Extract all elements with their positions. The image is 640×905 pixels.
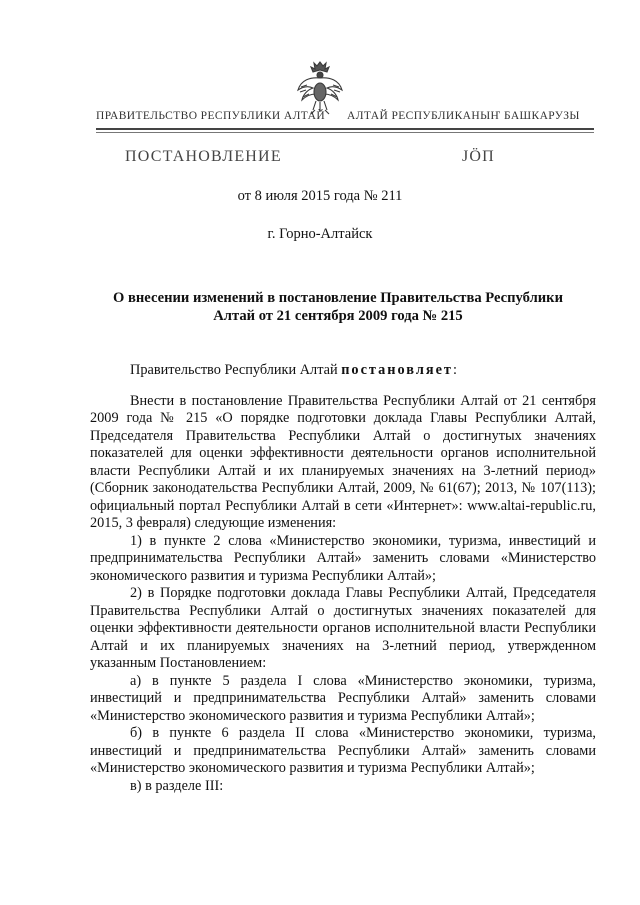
document-type-russian: ПОСТАНОВЛЕНИЕ (125, 148, 282, 165)
document-type-altai: ЈӦП (462, 148, 495, 165)
paragraph-item-2: 2) в Порядке подготовки доклада Главы Республики Алтай, Председателя Правительства Республики Алтай о достигнутых значениях показателей для оценки эффективности деятельности органов исполнительной власти Республики Алтай и их планируемых значениях на 3-летний период, утвержденном указанным Постановлением: (90, 585, 596, 671)
preamble-emphasis: постановляет (341, 362, 453, 378)
preamble-colon: : (452, 362, 457, 378)
preamble (90, 362, 596, 380)
paragraph-item-1: 1) в пункте 2 слова «Министерство экономики, туризма, инвестиций и предпринимательства Республики Алтай» заменить словами «Министерство экономического развития и туризма Республики Алтай»; (90, 532, 596, 584)
document-body (90, 362, 596, 795)
paragraph-item-v: в) в разделе III: (130, 777, 224, 794)
header-rule-thin (96, 132, 594, 133)
document-title-line-1: О внесении изменений в постановление Правительства Республики (113, 290, 563, 306)
paragraph-main: Внести в постановление Правительства Республики Алтай от 21 сентября 2009 года № 215 «О порядке подготовки доклада Главы Республики Алтай, Председателя Правительства Республики Алтай о достигнутых значениях показателей для оценки эффективности деятельности органов исполнительной власти Республики Алтай и их планируемых значениях на 3-летний период» (Сборник законодательства Республики Алтай, 2009, № 61(67); 2013, № 107(113); официальный портал Республики Алтай в сети «Интернет»: www.altai-republic.ru, 2015, 3 февраля) следующие изменения: (90, 392, 596, 531)
paragraph-item-a: а) в пункте 5 раздела I слова «Министерство экономики, туризма, инвестиций и предпринимательства Республики Алтай» заменить словами «Министерство экономического развития и туризма Республики Алтай»; (90, 672, 596, 724)
document-date-number: от 8 июля 2015 года № 211 (237, 188, 403, 204)
header-left-title: ПРАВИТЕЛЬСТВО РЕСПУБЛИКИ АЛТАЙ (96, 110, 326, 122)
preamble-text: Правительство Республики Алтай (130, 362, 342, 378)
document-city: г. Горно-Алтайск (267, 226, 373, 242)
header-right-title: АЛТАЙ РЕСПУБЛИКАНЫҤ БАШКАРУЗЫ (347, 110, 580, 122)
paragraph-item-b: б) в пункте 6 раздела II слова «Министерство экономики, туризма, инвестиций и предпринимательства Республики Алтай» заменить словами «Министерство экономического развития и туризма Республики Алтай»; (90, 725, 596, 776)
document-title-line-2: Алтай от 21 сентября 2009 года № 215 (213, 308, 463, 324)
document-title (100, 289, 576, 325)
header-rule-thick (96, 128, 594, 130)
